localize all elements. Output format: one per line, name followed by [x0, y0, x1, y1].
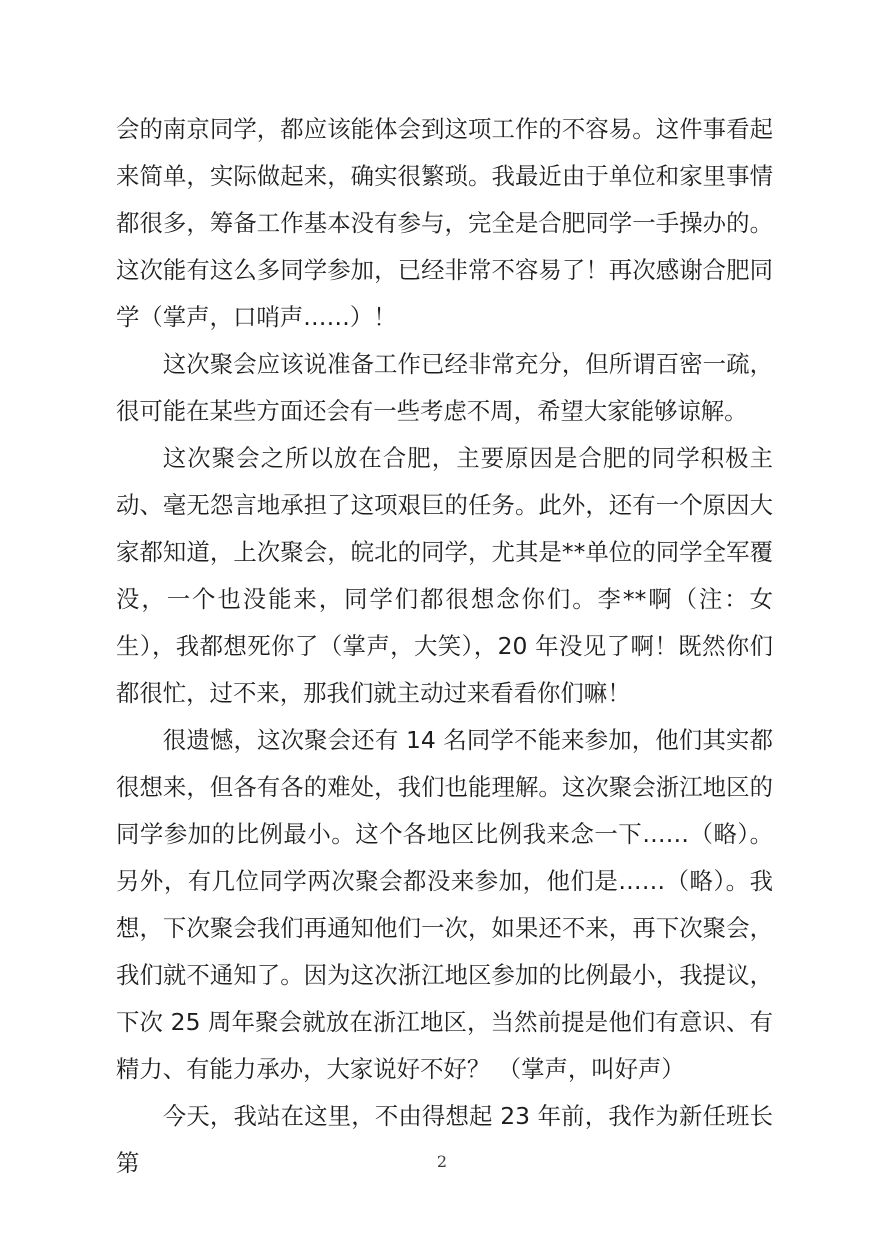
- document-body-text: [116, 106, 773, 1187]
- paragraph: 这次聚会应该说准备工作已经非常充分，但所谓百密一疏，很可能在某些方面还会有一些考虑不周，希望大家能够谅解。: [116, 350, 773, 425]
- paragraph: 很遗憾，这次聚会还有 14 名同学不能来参加，他们其实都很想来，但各有各的难处，我们也能理解。这次聚会浙江地区的同学参加的比例最小。这个各地区比例我来念一下……（略）。另外，有几位同学两次聚会都没来参加，他们是……（略）。我想，下次聚会我们再通知他们一次，如果还不来，再下次聚会，我们就不通知了。因为这次浙江地区参加的比例最小，我提议，下次 25 周年聚会就放在浙江地区，当然前提是他们有意识、有精力、有能力承办，大家说好不好？ （掌声，叫好声）: [116, 726, 773, 1083]
- paragraph-continuation: 会的南京同学，都应该能体会到这项工作的不容易。这件事看起来简单，实际做起来，确实很繁琐。我最近由于单位和家里事情都很多，筹备工作基本没有参与，完全是合肥同学一手操办的。这次能有这么多同学参加，已经非常不容易了！再次感谢合肥同学（掌声，口哨声……）！: [116, 115, 773, 331]
- paragraph: 这次聚会之所以放在合肥，主要原因是合肥的同学积极主动、毫无怨言地承担了这项艰巨的任务。此外，还有一个原因大家都知道，上次聚会，皖北的同学，尤其是**单位的同学全军覆没，一个也没能来，同学们都很想念你们。李**啊（注：女生），我都想死你了（掌声，大笑），20 年没见了啊！既然你们都很忙，过不来，那我们就主动过来看看你们嘛！: [116, 444, 773, 707]
- page-footer: [0, 1152, 884, 1171]
- page-number: 2: [436, 1152, 448, 1171]
- paragraph: 今天，我站在这里，不由得想起 23 年前，我作为新任班长第: [116, 1102, 773, 1177]
